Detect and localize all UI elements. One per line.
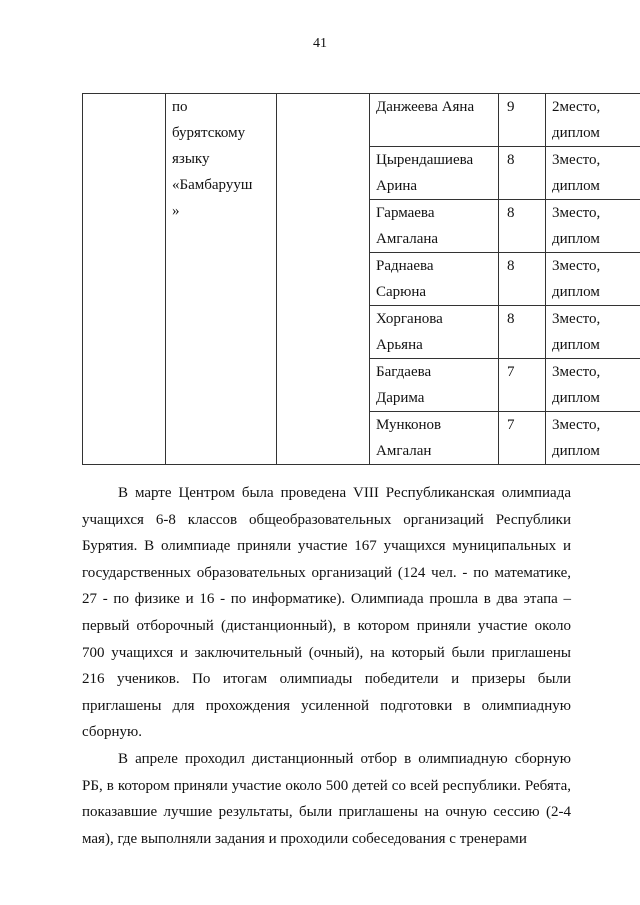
grade-cell: 7 xyxy=(499,359,546,412)
place xyxy=(552,306,634,332)
place xyxy=(552,94,634,120)
place-word: место, xyxy=(559,258,601,274)
grade-cell: 9 xyxy=(499,94,546,147)
award-cell xyxy=(546,200,640,253)
place-word: место, xyxy=(559,311,601,327)
olympiad-name-line: » xyxy=(172,203,180,219)
student-name: Арьяна xyxy=(376,337,423,353)
student-name: Сарюна xyxy=(376,284,427,300)
place xyxy=(552,412,634,438)
paragraph-2: В апреле проходил дистанционный отбор в олимпиадную сборную РБ, в котором приняли участие около 500 детей со всей республики. Ребята, показавшие лучшие результаты, были приглашены на очную сессию (2-4 мая), где выполняли задания и проходили собеседования с тренерами xyxy=(82,750,571,847)
place xyxy=(552,359,634,385)
place-number: 3 xyxy=(552,258,560,274)
place-word: место, xyxy=(559,364,601,380)
place-number: 3 xyxy=(552,417,560,433)
olympiad-name-line: бурятскому xyxy=(172,125,246,141)
student-name: Мунконов xyxy=(376,417,442,433)
olympiad-name-line: языку xyxy=(172,151,210,167)
student-name: Данжеева Аяна xyxy=(376,99,475,115)
grade-cell: 8 xyxy=(499,253,546,306)
body-text xyxy=(82,480,571,852)
diploma: диплом xyxy=(552,284,600,300)
place-number: 3 xyxy=(552,311,560,327)
student-name: Амгалан xyxy=(376,443,432,459)
award-cell xyxy=(546,412,640,465)
student-name-cell xyxy=(370,147,499,200)
olympiad-name-cell xyxy=(166,94,277,465)
grade-cell: 8 xyxy=(499,147,546,200)
place-number: 3 xyxy=(552,152,560,168)
student-name: Хорганова xyxy=(376,311,443,327)
diploma: диплом xyxy=(552,390,600,406)
student-name-cell xyxy=(370,253,499,306)
student-name: Цырендашиева xyxy=(376,152,474,168)
student-name: Дарима xyxy=(376,390,425,406)
place xyxy=(552,200,634,226)
student-name-cell xyxy=(370,94,499,147)
student-name: Амгалана xyxy=(376,231,439,247)
award-cell xyxy=(546,147,640,200)
student-name-cell xyxy=(370,200,499,253)
award-cell xyxy=(546,359,640,412)
place-word: место, xyxy=(559,99,601,115)
grade-cell: 7 xyxy=(499,412,546,465)
diploma: диплом xyxy=(552,443,600,459)
diploma: диплом xyxy=(552,231,600,247)
place-number: 2 xyxy=(552,99,560,115)
grade-cell: 8 xyxy=(499,306,546,359)
student-name: Багдаева xyxy=(376,364,432,380)
page-number: 41 xyxy=(313,36,327,51)
award-cell xyxy=(546,306,640,359)
place-number: 3 xyxy=(552,205,560,221)
place-word: место, xyxy=(559,152,601,168)
award-cell xyxy=(546,253,640,306)
student-name: Раднаева xyxy=(376,258,434,274)
table-row xyxy=(83,94,640,147)
diploma: диплом xyxy=(552,337,600,353)
empty-cell xyxy=(83,94,166,465)
place xyxy=(552,253,634,279)
award-cell xyxy=(546,94,640,147)
paragraph-1: В марте Центром была проведена VIII Республиканская олимпиада учащихся 6-8 классов общеобразовательных организаций Республики Бурятия. В олимпиаде приняли участие 167 учащихся муниципальных и государственных образовательных организаций (124 чел. - по математике, 27 - по физике и 16 - по информатике). Олимпиада прошла в два этапа – первый отборочный (дистанционный), в котором приняли участие около 700 учащихся и заключительный (очный), на который были приглашены 216 учеников. По итогам олимпиады победители и призеры были приглашены для прохождения усиленной подготовки в олимпиадную сборную. xyxy=(82,485,571,741)
results-table xyxy=(82,93,640,465)
place-number: 3 xyxy=(552,364,560,380)
olympiad-name-line: по xyxy=(172,99,188,115)
diploma: диплом xyxy=(552,125,600,141)
student-name: Арина xyxy=(376,178,418,194)
place-word: место, xyxy=(559,205,601,221)
diploma: диплом xyxy=(552,178,600,194)
student-name-cell xyxy=(370,306,499,359)
student-name: Гармаева xyxy=(376,205,435,221)
empty-cell xyxy=(277,94,370,465)
olympiad-name-line: «Бамбарууш xyxy=(172,177,253,193)
grade-cell: 8 xyxy=(499,200,546,253)
student-name-cell xyxy=(370,412,499,465)
student-name-cell xyxy=(370,359,499,412)
place-word: место, xyxy=(559,417,601,433)
place xyxy=(552,147,634,173)
